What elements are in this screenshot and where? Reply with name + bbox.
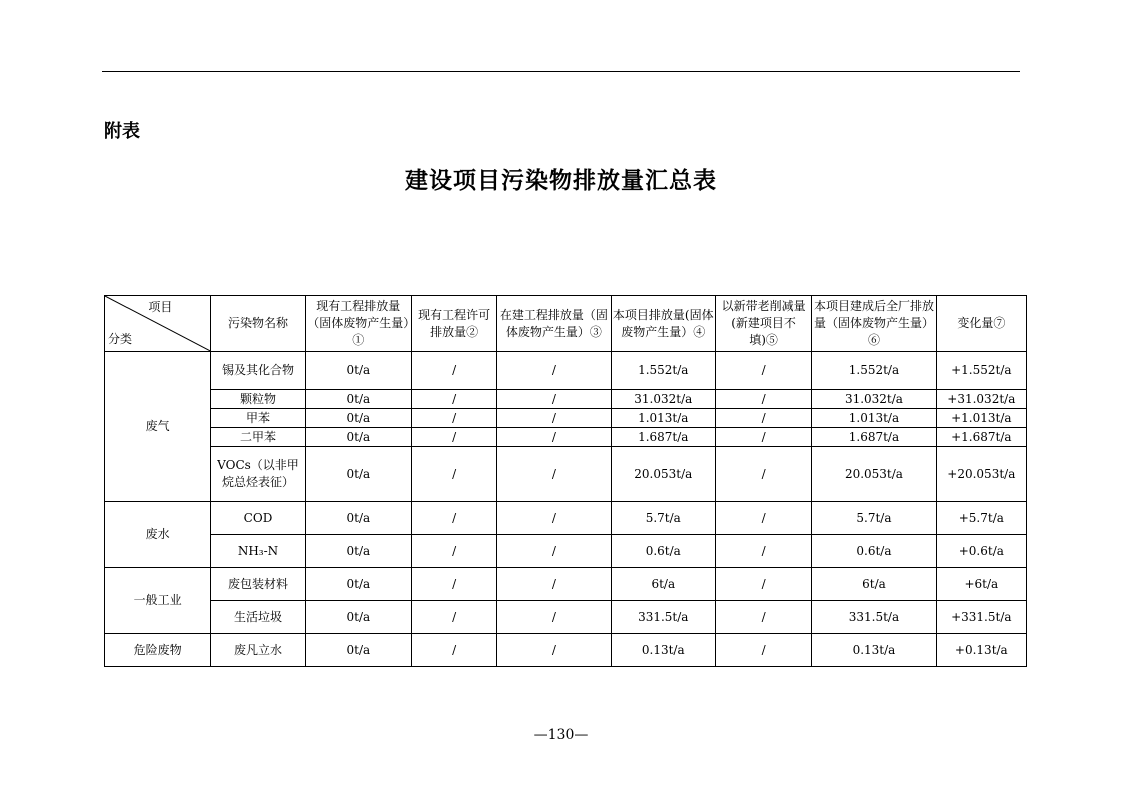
value-cell: 0t/a: [305, 601, 411, 634]
value-cell: 6t/a: [611, 568, 715, 601]
value-cell: +5.7t/a: [936, 502, 1026, 535]
value-cell: 0.6t/a: [611, 535, 715, 568]
value-cell: 31.032t/a: [812, 390, 936, 409]
table-row: [105, 634, 1027, 667]
col-header-pollutant: 污染物名称: [211, 296, 305, 352]
diagonal-label-item: 项目: [148, 300, 173, 314]
group-label-general-industrial: 一般工业: [105, 568, 211, 634]
value-cell: 1.687t/a: [812, 428, 936, 447]
col-header-change: 变化量⑦: [936, 296, 1026, 352]
value-cell: 0t/a: [305, 502, 411, 535]
table-row: [105, 601, 1027, 634]
table-row: [105, 390, 1027, 409]
pollutant-name: 生活垃圾: [211, 601, 305, 634]
group-label-waste-water: 废水: [105, 502, 211, 568]
value-cell: +331.5t/a: [936, 601, 1026, 634]
value-cell: /: [715, 428, 811, 447]
pollutant-name: 颗粒物: [211, 390, 305, 409]
value-cell: 0t/a: [305, 428, 411, 447]
pollutant-name: 废凡立水: [211, 634, 305, 667]
diagonal-header-cell: [105, 296, 211, 352]
table-row: [105, 428, 1027, 447]
value-cell: /: [497, 535, 611, 568]
value-cell: +6t/a: [936, 568, 1026, 601]
value-cell: /: [411, 352, 496, 390]
value-cell: /: [497, 568, 611, 601]
top-rule: [102, 71, 1020, 72]
value-cell: /: [497, 601, 611, 634]
emission-summary-table: [104, 295, 1027, 667]
value-cell: 0.13t/a: [812, 634, 936, 667]
value-cell: +20.053t/a: [936, 447, 1026, 502]
pollutant-name: 甲苯: [211, 409, 305, 428]
page-title: 建设项目污染物排放量汇总表: [405, 168, 717, 194]
col-header-plant-total: 本项目建成后全厂排放量（固体废物产生量）⑥: [812, 296, 936, 352]
value-cell: 0t/a: [305, 447, 411, 502]
value-cell: 1.013t/a: [611, 409, 715, 428]
value-cell: /: [715, 390, 811, 409]
value-cell: +1.013t/a: [936, 409, 1026, 428]
value-cell: 20.053t/a: [611, 447, 715, 502]
value-cell: 0.6t/a: [812, 535, 936, 568]
group-label-hazardous-waste: 危险废物: [105, 634, 211, 667]
page-number: —130—: [533, 727, 589, 743]
table-row: [105, 535, 1027, 568]
value-cell: 1.013t/a: [812, 409, 936, 428]
value-cell: /: [411, 634, 496, 667]
value-cell: /: [497, 352, 611, 390]
value-cell: /: [715, 601, 811, 634]
col-header-this-project: 本项目排放量(固体废物产生量）④: [611, 296, 715, 352]
value-cell: 5.7t/a: [611, 502, 715, 535]
value-cell: 0t/a: [305, 634, 411, 667]
value-cell: 1.552t/a: [812, 352, 936, 390]
table-row: [105, 502, 1027, 535]
value-cell: /: [411, 502, 496, 535]
value-cell: /: [497, 502, 611, 535]
value-cell: +0.6t/a: [936, 535, 1026, 568]
value-cell: 0t/a: [305, 409, 411, 428]
table-row: [105, 352, 1027, 390]
col-header-existing-emission: 现有工程排放量（固体废物产生量）①: [305, 296, 411, 352]
table-row: [105, 568, 1027, 601]
value-cell: /: [715, 568, 811, 601]
value-cell: 0t/a: [305, 390, 411, 409]
value-cell: /: [411, 390, 496, 409]
value-cell: /: [715, 535, 811, 568]
value-cell: 0t/a: [305, 535, 411, 568]
pollutant-name: NH₃-N: [211, 535, 305, 568]
pollutant-name: 二甲苯: [211, 428, 305, 447]
value-cell: /: [497, 447, 611, 502]
value-cell: 0.13t/a: [611, 634, 715, 667]
value-cell: /: [411, 601, 496, 634]
pollutant-name: 锡及其化合物: [211, 352, 305, 390]
col-header-existing-permit: 现有工程许可排放量②: [411, 296, 496, 352]
value-cell: 6t/a: [812, 568, 936, 601]
value-cell: /: [715, 447, 811, 502]
value-cell: 1.687t/a: [611, 428, 715, 447]
table-row: [105, 409, 1027, 428]
value-cell: /: [497, 428, 611, 447]
header-row: [105, 296, 1027, 352]
pollutant-name: VOCs（以非甲烷总烃表征）: [211, 447, 305, 502]
value-cell: +1.687t/a: [936, 428, 1026, 447]
value-cell: 0t/a: [305, 352, 411, 390]
value-cell: /: [715, 409, 811, 428]
value-cell: +1.552t/a: [936, 352, 1026, 390]
value-cell: 1.552t/a: [611, 352, 715, 390]
pollutant-name: COD: [211, 502, 305, 535]
value-cell: 20.053t/a: [812, 447, 936, 502]
value-cell: /: [715, 352, 811, 390]
value-cell: 5.7t/a: [812, 502, 936, 535]
value-cell: /: [715, 634, 811, 667]
value-cell: /: [411, 428, 496, 447]
value-cell: +0.13t/a: [936, 634, 1026, 667]
group-label-waste-gas: 废气: [105, 352, 211, 502]
value-cell: +31.032t/a: [936, 390, 1026, 409]
value-cell: 0t/a: [305, 568, 411, 601]
value-cell: 31.032t/a: [611, 390, 715, 409]
value-cell: /: [497, 409, 611, 428]
value-cell: /: [411, 535, 496, 568]
col-header-under-construction: 在建工程排放量（固体废物产生量）③: [497, 296, 611, 352]
col-header-reduction: 以新带老削减量(新建项目不填)⑤: [715, 296, 811, 352]
diagonal-label-category: 分类: [108, 332, 133, 346]
table-row: [105, 447, 1027, 502]
value-cell: /: [411, 409, 496, 428]
value-cell: /: [715, 502, 811, 535]
value-cell: /: [411, 447, 496, 502]
value-cell: /: [497, 390, 611, 409]
value-cell: 331.5t/a: [812, 601, 936, 634]
value-cell: /: [411, 568, 496, 601]
value-cell: /: [497, 634, 611, 667]
pollutant-name: 废包装材料: [211, 568, 305, 601]
attachment-label: 附表: [104, 121, 140, 142]
value-cell: 331.5t/a: [611, 601, 715, 634]
